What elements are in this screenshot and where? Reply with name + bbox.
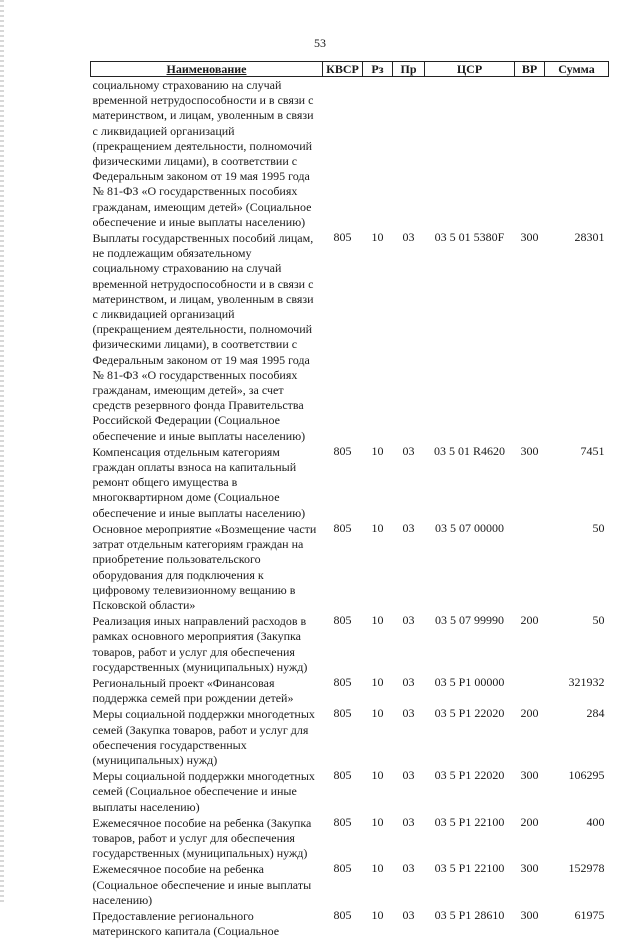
row-name: Реализация иных направлений расходов в рамках основного мероприятия (Закупка товаров, работ и услуг для обеспечения государственных (муниципальных) нужд) [92,614,308,674]
row-pr: 03 [402,674,415,689]
row-sum: 106295 [568,768,605,783]
row-csr: 03 5 P1 22020 [434,768,505,783]
row-name: Меры социальной поддержки многодетных семей (Социальное обеспечение и иные выплаты населению) [92,769,315,814]
row-kvsr: 805 [333,230,352,245]
header-vr: ВР [515,62,545,77]
row-name: Региональный проект «Финансовая поддержка семей при рождении детей» [92,675,294,706]
row-rz: 10 [371,443,384,458]
row-vr: 200 [520,706,539,721]
row-rz: 10 [371,613,384,628]
row-pr: 03 [402,706,415,721]
row-rz: 10 [371,520,384,535]
header-pr: Пр [393,62,425,77]
row-csr: 03 5 P1 22100 [434,814,505,829]
row-sum: 50 [592,520,605,535]
row-vr: 300 [520,861,539,876]
row-pr: 03 [402,520,415,535]
row-csr: 03 5 P1 00000 [434,674,505,689]
row-csr: 03 5 07 99990 [435,613,504,628]
row-sum: 400 [586,814,605,829]
row-name: Меры социальной поддержки многодетных семей (Закупка товаров, работ и услуг для обеспечения государственных (муниципальных) нужд) [92,707,315,767]
header-rz: Рз [363,62,393,77]
row-name: Ежемесячное пособие на ребенка (Социальное обеспечение и иные выплаты населению) [92,862,312,907]
row-vr: 300 [520,907,539,922]
table-row [91,613,609,675]
row-name: Ежемесячное пособие на ребенка (Закупка товаров, работ и услуг для обеспечения государственных (муниципальных) нужд) [92,815,312,861]
row-pr: 03 [402,443,415,458]
row-name: Выплаты государственных пособий лицам, не подлежащим обязательному социальному страхованию на случай временной нетрудоспособности и в связи с материнством, и лицам, уволенным в связи с ликвидацией организаций (прекращением деятельности, полномочий физическими лицами), в соответствии с Федеральным законом от 19 мая 1995 года № 81-ФЗ «О государственных пособиях гражданам, имеющим детей», за счет средств резервного фонда Правительства Российской Федерации (Социальное обеспечение и иные выплаты населению) [92,231,314,443]
row-rz: 10 [371,814,384,829]
row-vr: 200 [520,613,539,628]
table-row [91,861,609,908]
page-edge [0,0,4,905]
row-rz: 10 [371,674,384,689]
row-rz: 10 [371,861,384,876]
header-kvsr: КВСР [323,62,363,77]
row-vr: 300 [520,230,539,245]
table-row [91,706,609,768]
row-pr: 03 [402,861,415,876]
row-pr: 03 [402,907,415,922]
header-name: Наименование [91,62,323,77]
table-row [91,768,609,815]
row-kvsr: 805 [333,814,352,829]
row-sum: 284 [586,706,605,721]
row-csr: 03 5 01 R4620 [433,443,505,458]
row-sum: 28301 [574,230,605,245]
row-sum [545,77,609,231]
row-pr [393,77,425,231]
table-row [91,521,609,613]
row-vr [515,77,545,231]
table-row [91,815,609,862]
row-name: Компенсация отдельным категориям граждан оплаты взноса на капитальный ремонт общего имущества в многоквартирном доме (Социальное обеспечение и иные выплаты населению) [92,444,306,520]
row-pr: 03 [402,814,415,829]
table-row [91,444,609,521]
row-pr: 03 [402,613,415,628]
row-name: социальному страхованию на случай временной нетрудоспособности и в связи с материнством, и лицам, уволенным в связи с ликвидацией организаций (прекращением деятельности, полномочий физическими лицами), в соответствии с Федеральным законом от 19 мая 1995 года № 81-ФЗ «О государственных пособиях гражданам, имеющим детей» (Социальное обеспечение и иные выплаты населению) [92,78,314,229]
row-rz: 10 [371,706,384,721]
row-csr [425,77,515,231]
table-row [91,675,609,706]
row-kvsr: 805 [333,768,352,783]
row-pr: 03 [402,230,415,245]
row-kvsr: 805 [333,520,352,535]
header-csr: ЦСР [425,62,515,77]
row-sum: 152978 [568,861,605,876]
page-number: 53 [314,36,326,50]
table-row [91,77,609,231]
row-kvsr: 805 [333,613,352,628]
row-kvsr: 805 [333,907,352,922]
table-header-row [91,62,609,77]
row-rz [363,77,393,231]
row-name: Предоставление регионального материнского капитала (Социальное [92,908,280,939]
row-csr: 03 5 P1 22100 [434,861,505,876]
row-kvsr: 805 [333,443,352,458]
row-sum: 321932 [568,674,605,689]
row-vr: 200 [520,814,539,829]
row-vr [515,675,545,706]
row-kvsr: 805 [333,861,352,876]
row-pr: 03 [402,768,415,783]
row-rz: 10 [371,768,384,783]
row-kvsr: 805 [333,674,352,689]
header-sum: Сумма [545,62,609,77]
row-kvsr: 805 [333,706,352,721]
row-csr: 03 5 P1 22020 [434,706,505,721]
row-csr: 03 5 07 00000 [435,520,504,535]
row-csr: 03 5 01 5380F [434,230,505,245]
budget-table [90,61,609,939]
row-vr: 300 [520,768,539,783]
table-row [91,230,609,444]
row-vr [515,521,545,613]
row-sum: 50 [592,613,605,628]
row-rz: 10 [371,907,384,922]
row-name: Основное мероприятие «Возмещение части затрат отдельным категориям граждан на приобретение пользовательского оборудования для подключения к цифровому телевизионному вещанию в Псковской области» [92,521,317,612]
row-sum: 7451 [580,443,605,458]
row-sum: 61975 [574,907,605,922]
table-row [91,908,609,939]
row-kvsr [323,77,363,231]
row-rz: 10 [371,230,384,245]
row-csr: 03 5 P1 28610 [434,907,505,922]
row-vr: 300 [520,443,539,458]
